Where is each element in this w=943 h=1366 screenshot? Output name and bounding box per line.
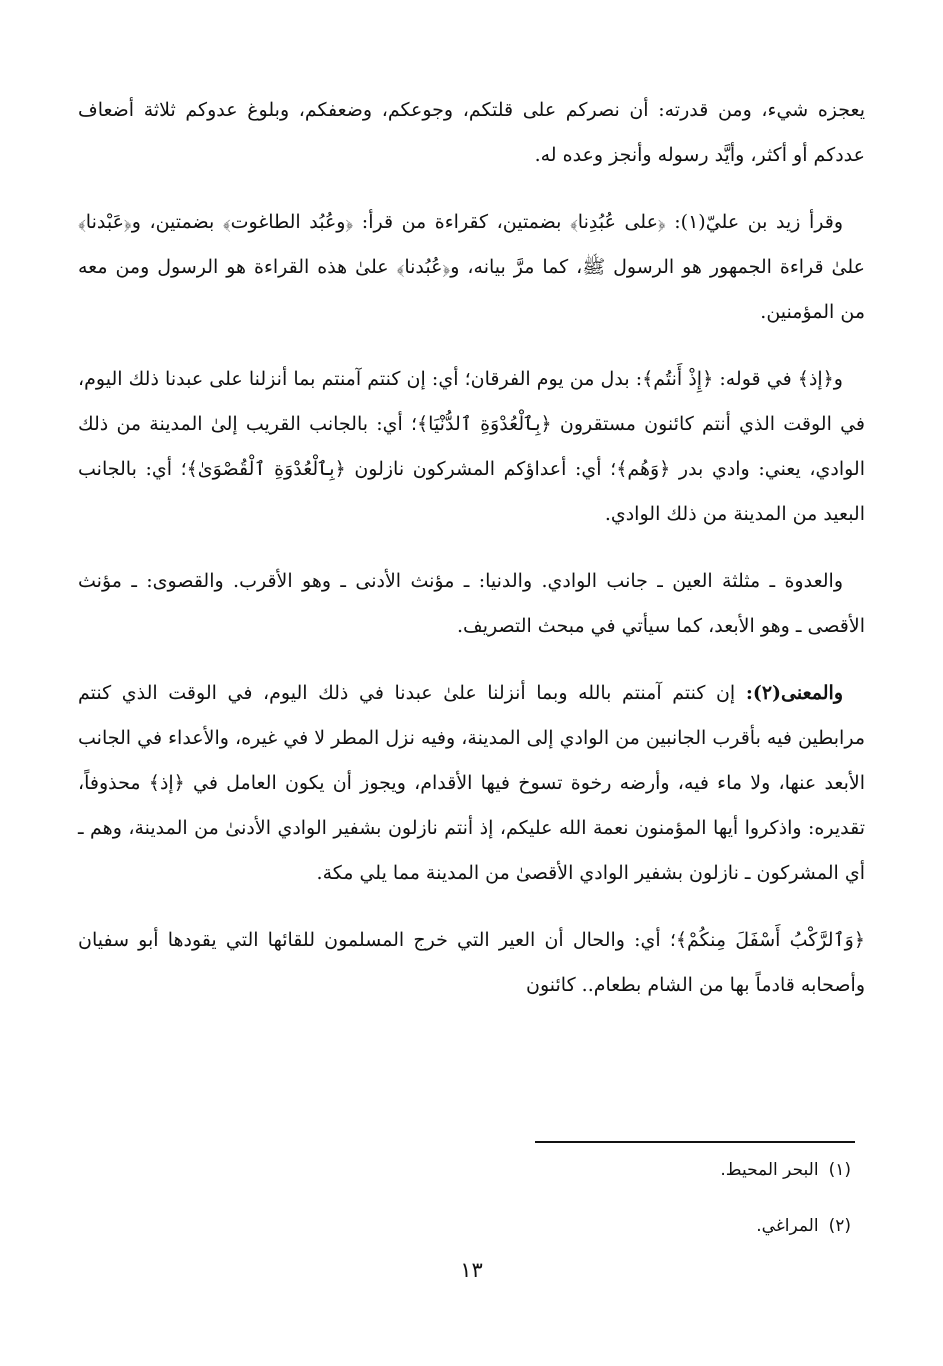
- paragraph-2: [78, 200, 865, 335]
- paragraph-4-text: والعدوة ـ مثلثة العين ـ جانب الوادي. والدنيا: ـ مؤنث الأدنى ـ وهو الأقرب. والقصوى: ـ مؤنث الأقصى ـ وهو الأبعد، كما سيأتي في مبحث التصريف.: [78, 570, 865, 637]
- footnote-1-text: البحر المحيط.: [720, 1160, 819, 1180]
- paragraph-3-text: و﴿إذ﴾ في قوله: ﴿إِذْ أَنتُم﴾: بدل من يوم الفرقان؛ أي: إن كنتم آمنتم بما أنزلنا على عبدنا ذلك اليوم، في الوقت الذي أنتم كائنون مستقرون ﴿بِٱلْعُدْوَةِ ٱلدُّنْيَا﴾؛ أي: بالجانب القريب إلىٰ المدينة من ذلك الوادي، يعني: وادي بدر ﴿وَهُم﴾؛ أي: أعداؤكم المشركون نازلون ﴿بِٱلْعُدْوَةِ ٱلْقُصْوَىٰ﴾؛ أي: بالجانب البعيد من المدينة من ذلك الوادي.: [78, 368, 865, 525]
- footnote-2-number: (٢): [828, 1216, 851, 1236]
- footnotes: [100, 1156, 851, 1268]
- footnote-2-text: المراغي.: [756, 1216, 819, 1236]
- paragraph-4: [78, 559, 865, 649]
- footnote-divider: [535, 1141, 855, 1143]
- footnote-1: [100, 1156, 851, 1184]
- paragraph-5: [78, 671, 865, 896]
- footnote-1-number: (١): [828, 1160, 851, 1180]
- paragraph-5-text: إن كنتم آمنتم بالله وبما أنزلنا علىٰ عبدنا في ذلك اليوم، في الوقت الذي كنتم مرابطين فيه بأقرب الجانبين من الوادي إلى المدينة، وفيه نزل المطر لا في غيره، والأعداء في الجانب الأبعد عنها، ولا ماء فيه، وأرضه رخوة تسوخ فيها الأقدام، ويجوز أن يكون العامل في ﴿إذ﴾ محذوفاً، تقديره: واذكروا أيها المؤمنون نعمة الله عليكم، إذ أنتم نازلون بشفير الوادي الأدنىٰ من المدينة، وهم ـ أي المشركون ـ نازلون بشفير الوادي الأقصىٰ من المدينة مما يلي مكة.: [78, 682, 865, 884]
- meaning-label: والمعنى(٢):: [745, 682, 843, 704]
- paragraph-2-text: وقرأ زيد بن عليّ(١): ﴿على عُبُدِنا﴾ بضمتين، كقراءة من قرأ: ﴿وعُبُد الطاغوت﴾ بضمتين، و﴿عَبْدنا﴾ علىٰ قراءة الجمهور هو الرسول ﷺ، كما مرَّ بيانه، و﴿عُبُدنا﴾ علىٰ هذه القراءة هو الرسول ومن معه من المؤمنين.: [78, 211, 865, 323]
- main-text: [78, 88, 865, 1030]
- paragraph-6: ﴿وَٱلرَّكْبُ أَسْفَلَ مِنكُمْ﴾؛ أي: والحال أن العير التي خرج المسلمون للقائها التي يقودها أبو سفيان وأصحابه قادماً بها من الشام بطعام.. كائنون: [78, 929, 865, 996]
- page-number: ١٣: [460, 1258, 483, 1282]
- paragraph-3: [78, 357, 865, 537]
- paragraph-1: يعجزه شيء، ومن قدرته: أن نصركم على قلتكم، وجوعكم، وضعفكم، وبلوغ عدوكم ثلاثة أضعاف عددكم أو أكثر، وأيَّد رسوله وأنجز وعده له.: [78, 99, 865, 166]
- footnote-2: [100, 1212, 851, 1240]
